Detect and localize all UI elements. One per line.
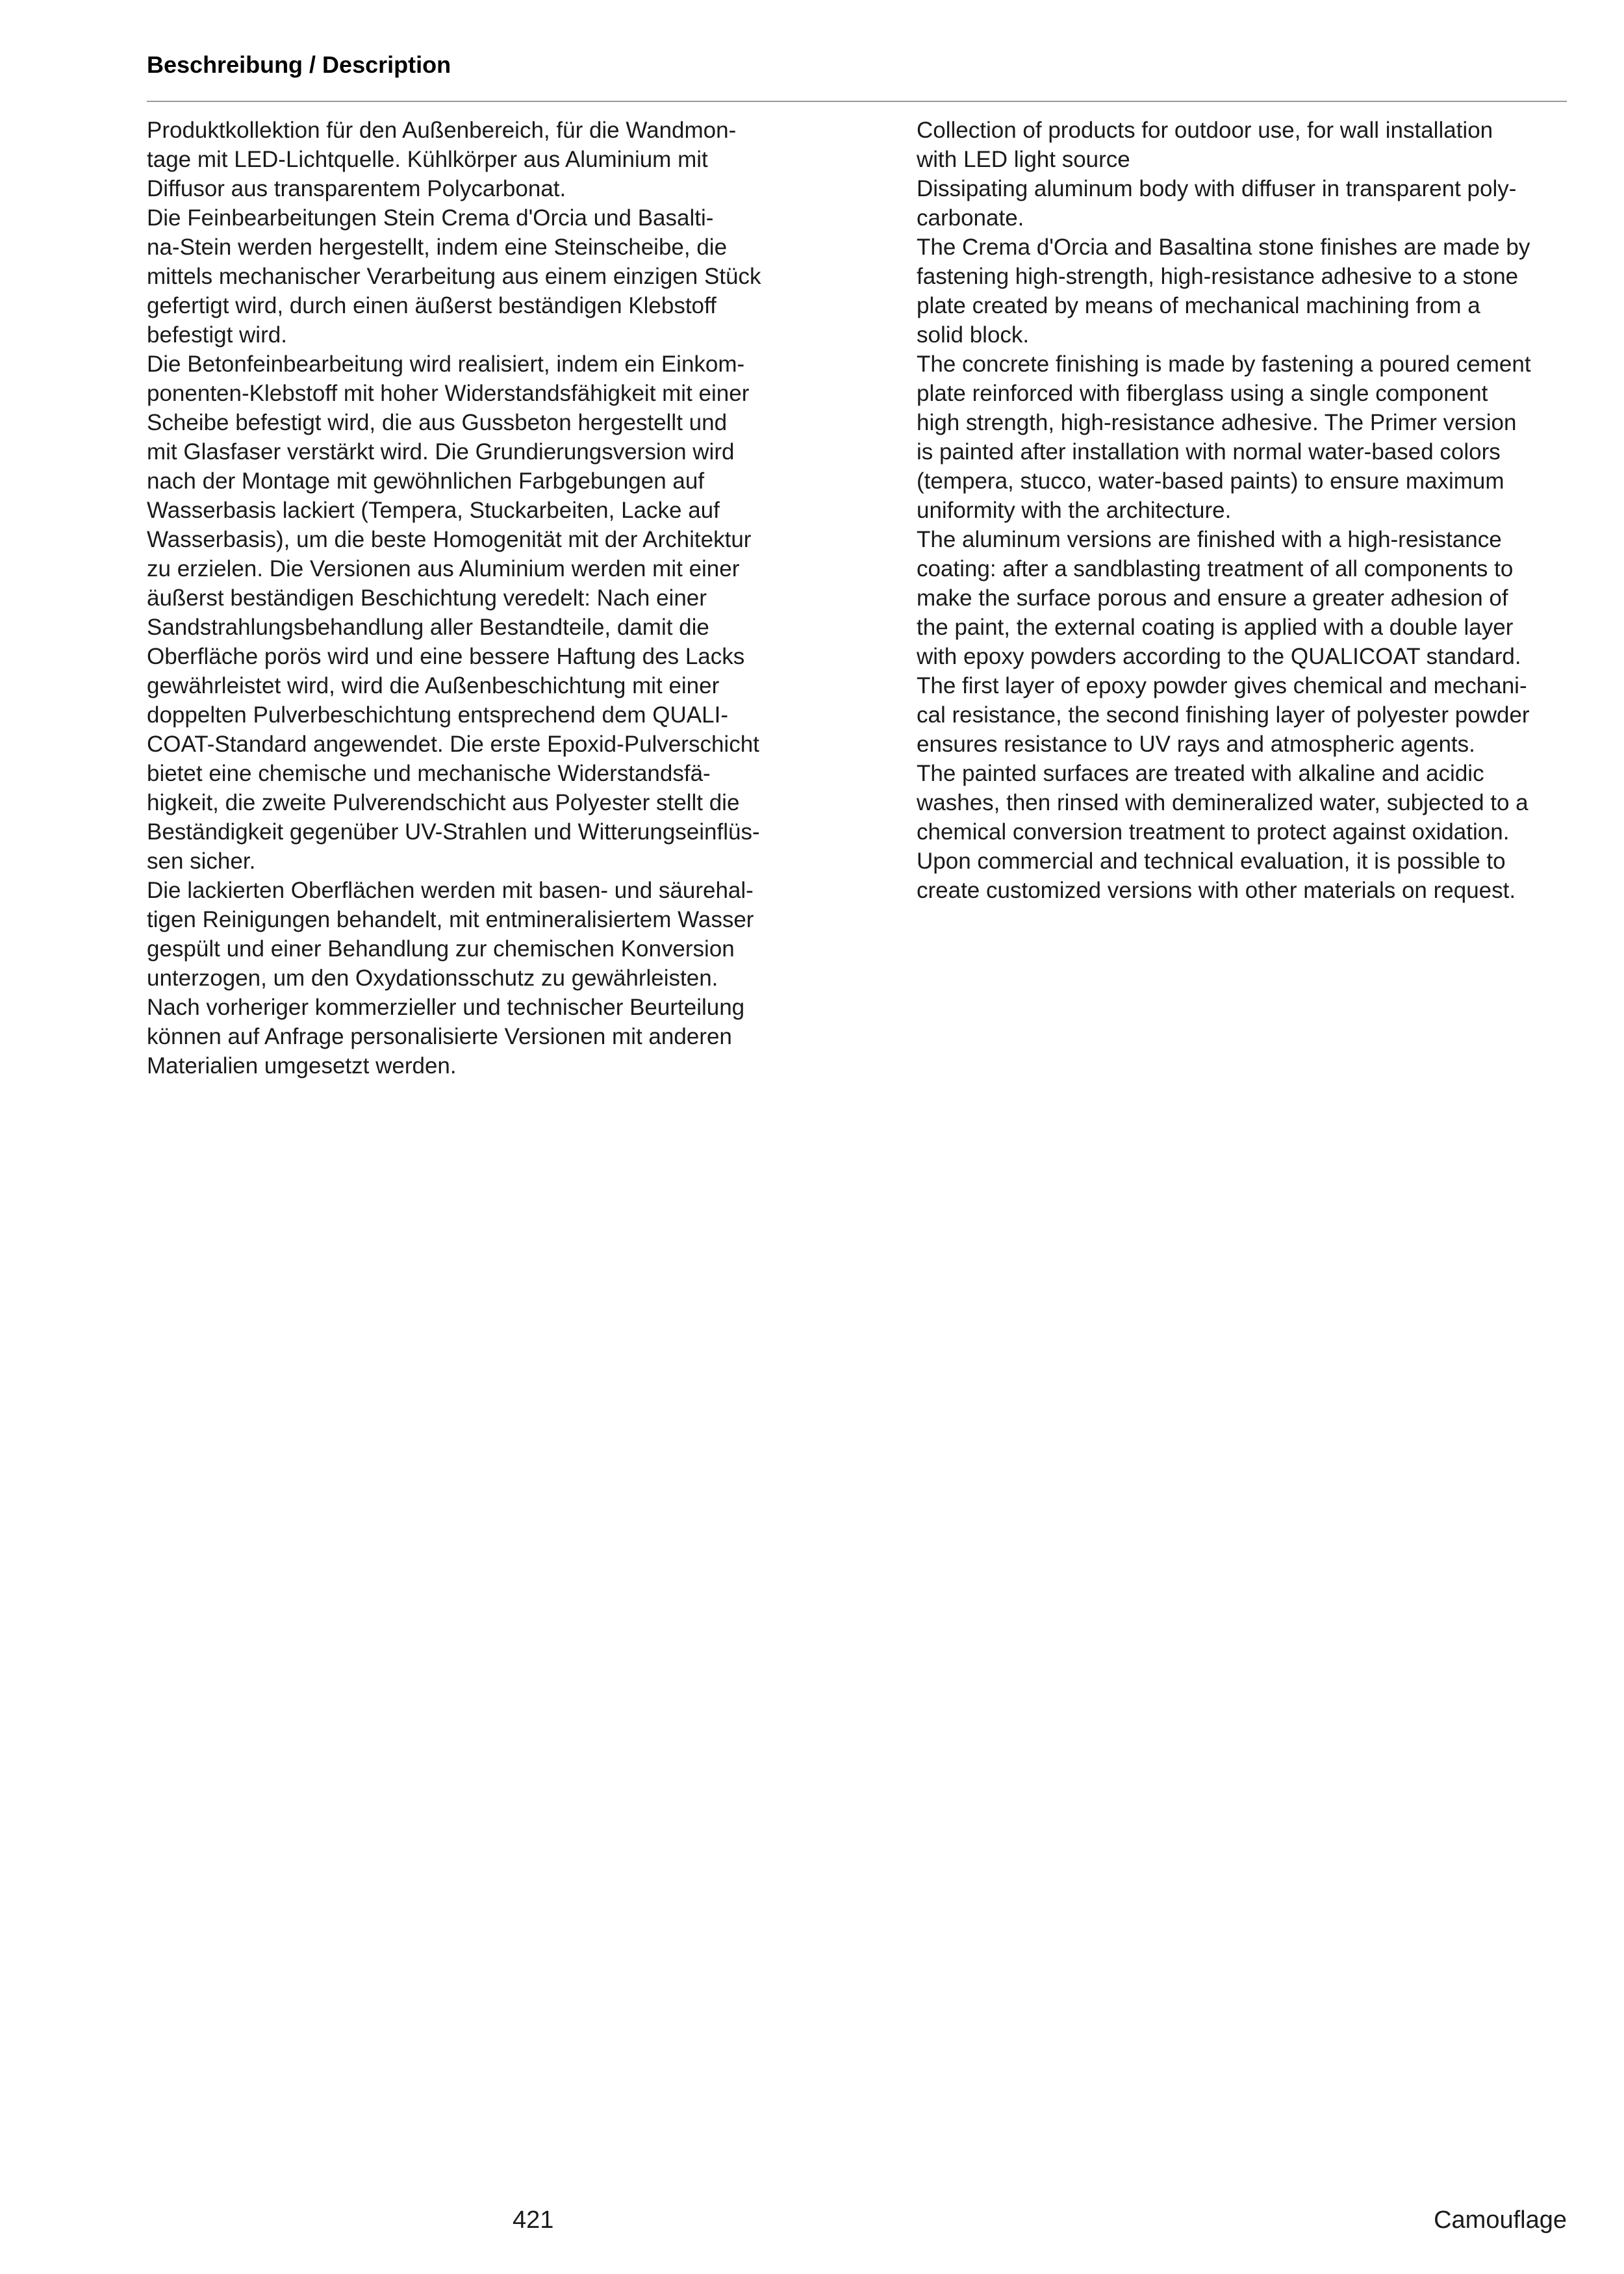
page-number: 421	[513, 2206, 554, 2234]
text-line: äußerst beständigen Beschichtung veredelt: Nach einer	[147, 585, 707, 611]
text-line: Oberfläche porös wird und eine bessere Haftung des Lacks	[147, 644, 745, 669]
text-line: gespült und einer Behandlung zur chemischen Konversion	[147, 936, 735, 962]
text-line: The Crema d'Orcia and Basaltina stone finishes are made by	[917, 235, 1530, 260]
text-line: Beständigkeit gegenüber UV-Strahlen und Witterungseinflüs-	[147, 819, 760, 845]
text-line: fastening high-strength, high-resistance adhesive to a stone	[917, 264, 1519, 289]
text-line: The concrete finishing is made by fastening a poured cement	[917, 351, 1531, 377]
text-line: Die lackierten Oberflächen werden mit basen- und säurehal-	[147, 878, 754, 903]
text-line: Die Betonfeinbearbeitung wird realisiert, indem ein Einkom-	[147, 351, 745, 377]
text-line: higkeit, die zweite Pulverendschicht aus Polyester stellt die	[147, 790, 740, 815]
text-line: unterzogen, um den Oxydationsschutz zu gewährleisten.	[147, 965, 718, 991]
text-line: tigen Reinigungen behandelt, mit entmineralisiertem Wasser	[147, 907, 754, 932]
text-line: Sandstrahlungsbehandlung aller Bestandteile, damit die	[147, 615, 709, 640]
text-line: Diffusor aus transparentem Polycarbonat.	[147, 176, 566, 201]
text-line: washes, then rinsed with demineralized water, subjected to a	[917, 790, 1529, 815]
collection-name: Camouflage	[1434, 2206, 1567, 2234]
text-line: gefertigt wird, durch einen äußerst beständigen Klebstoff	[147, 293, 717, 318]
text-line: Collection of products for outdoor use, for wall installation	[917, 118, 1493, 143]
text-line: Upon commercial and technical evaluation, it is possible to	[917, 849, 1506, 874]
text-line: uniformity with the architecture.	[917, 498, 1232, 523]
text-line: cal resistance, the second finishing layer of polyester powder	[917, 702, 1530, 728]
text-line: Scheibe befestigt wird, die aus Gussbeton hergestellt und	[147, 410, 728, 435]
english-description-column	[917, 116, 1569, 905]
german-description-column	[147, 116, 816, 1080]
header-divider	[147, 101, 1567, 102]
text-line: na-Stein werden hergestellt, indem eine Steinscheibe, die	[147, 235, 728, 260]
text-line: Die Feinbearbeitungen Stein Crema d'Orcia und Basalti-	[147, 205, 714, 231]
text-line: doppelten Pulverbeschichtung entsprechend dem QUALI-	[147, 702, 728, 728]
text-line: mit Glasfaser verstärkt wird. Die Grundierungsversion wird	[147, 439, 735, 465]
text-line: mittels mechanischer Verarbeitung aus einem einzigen Stück	[147, 264, 761, 289]
text-line: ensures resistance to UV rays and atmospheric agents.	[917, 732, 1475, 757]
section-heading: Beschreibung / Description	[147, 51, 451, 78]
text-line: ponenten-Klebstoff mit hoher Widerstandsfähigkeit mit einer	[147, 381, 750, 406]
text-line: carbonate.	[917, 205, 1024, 231]
text-line: Wasserbasis), um die beste Homogenität mit der Architektur	[147, 527, 752, 552]
text-line: können auf Anfrage personalisierte Versionen mit anderen	[147, 1024, 732, 1049]
text-line: is painted after installation with normal water-based colors	[917, 439, 1501, 465]
text-line: coating: after a sandblasting treatment of all components to	[917, 556, 1514, 581]
text-line: The first layer of epoxy powder gives chemical and mechani-	[917, 673, 1527, 698]
text-line: befestigt wird.	[147, 322, 287, 348]
text-line: Dissipating aluminum body with diffuser in transparent poly-	[917, 176, 1517, 201]
text-line: with LED light source	[917, 147, 1130, 172]
text-line: with epoxy powders according to the QUALICOAT standard.	[917, 644, 1521, 669]
text-line: Produktkollektion für den Außenbereich, für die Wandmon-	[147, 118, 737, 143]
text-line: (tempera, stucco, water-based paints) to ensure maximum	[917, 468, 1504, 494]
text-line: The painted surfaces are treated with alkaline and acidic	[917, 761, 1484, 786]
text-line: Materialien umgesetzt werden.	[147, 1053, 457, 1079]
text-line: tage mit LED-Lichtquelle. Kühlkörper aus Aluminium mit	[147, 147, 708, 172]
text-line: COAT-Standard angewendet. Die erste Epoxid-Pulverschicht	[147, 732, 759, 757]
text-line: solid block.	[917, 322, 1030, 348]
text-line: Nach vorheriger kommerzieller und technischer Beurteilung	[147, 995, 745, 1020]
text-line: Wasserbasis lackiert (Tempera, Stuckarbeiten, Lacke auf	[147, 498, 720, 523]
text-line: high strength, high-resistance adhesive. The Primer version	[917, 410, 1517, 435]
text-line: make the surface porous and ensure a greater adhesion of	[917, 585, 1508, 611]
text-line: nach der Montage mit gewöhnlichen Farbgebungen auf	[147, 468, 705, 494]
text-line: the paint, the external coating is applied with a double layer	[917, 615, 1514, 640]
text-line: gewährleistet wird, wird die Außenbeschichtung mit einer	[147, 673, 720, 698]
text-line: plate created by means of mechanical machining from a	[917, 293, 1480, 318]
text-line: plate reinforced with fiberglass using a single component	[917, 381, 1488, 406]
text-line: sen sicher.	[147, 849, 256, 874]
text-line: The aluminum versions are finished with a high-resistance	[917, 527, 1502, 552]
text-line: bietet eine chemische und mechanische Widerstandsfä-	[147, 761, 711, 786]
text-line: chemical conversion treatment to protect against oxidation.	[917, 819, 1510, 845]
text-line: create customized versions with other materials on request.	[917, 878, 1516, 903]
text-line: zu erzielen. Die Versionen aus Aluminium werden mit einer	[147, 556, 740, 581]
